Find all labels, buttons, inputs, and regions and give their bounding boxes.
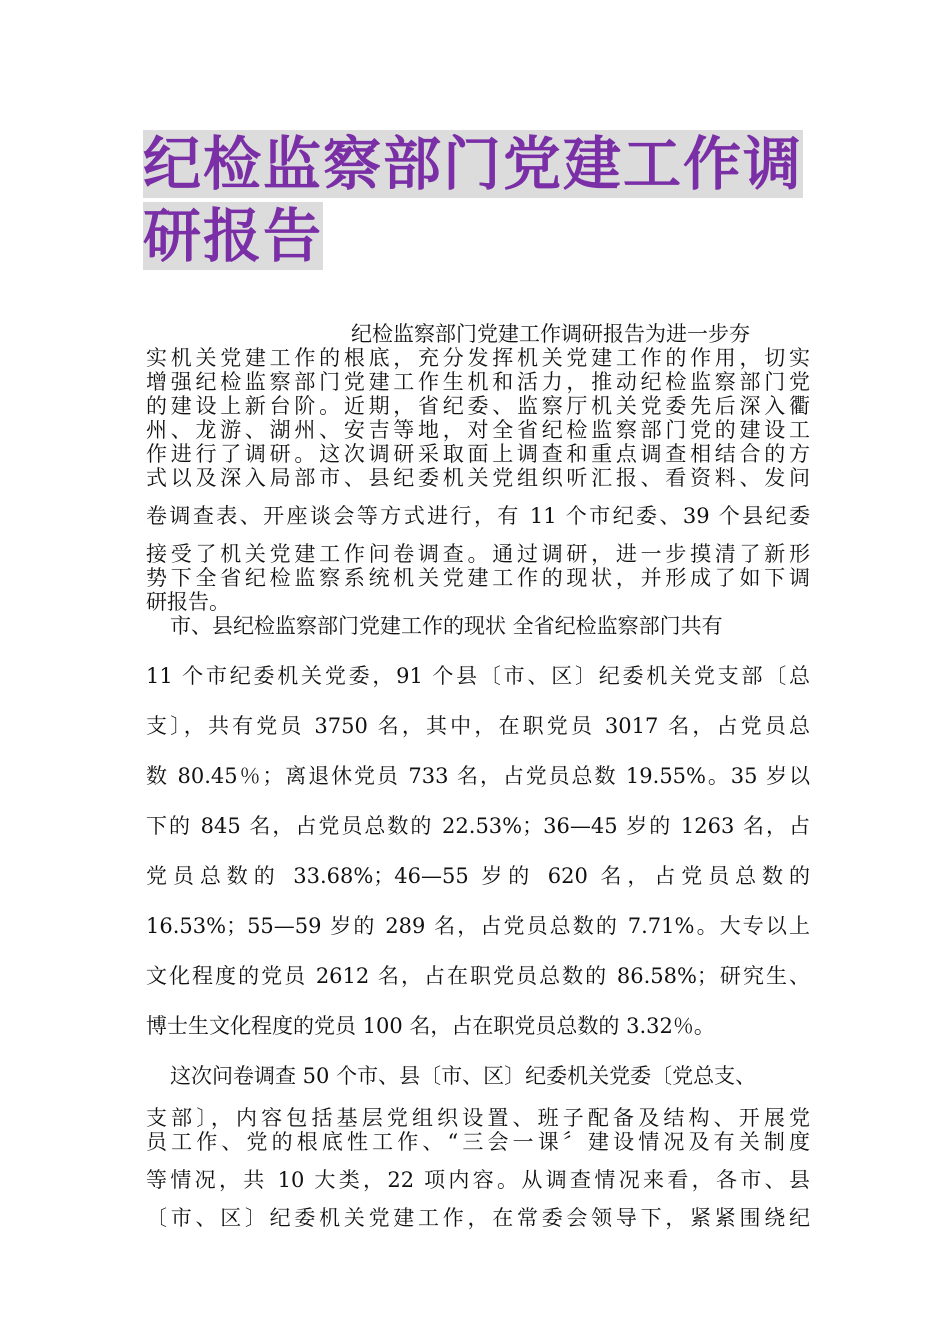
text-line: 数 80.45％；离退休党员 733 名，占党员总数 19.55%。35 岁以 xyxy=(146,764,810,788)
text-line: 支部〕，内容包括基层党组织设置、班子配备及结构、开展党 xyxy=(146,1106,810,1130)
document-body xyxy=(146,322,810,1230)
text-line: 文化程度的党员 2612 名，占在职党员总数的 86.58%；研究生、 xyxy=(146,964,810,988)
text-line: 式以及深入局部市、县纪委机关党组织听汇报、看资料、发问 xyxy=(146,466,810,490)
text-line: 党员总数的 33.68%；46—55 岁的 620 名，占党员总数的 xyxy=(146,864,810,888)
text-line: 接受了机关党建工作问卷调查。通过调研，进一步摸清了新形 xyxy=(146,542,810,566)
text-line: 市、县纪检监察部门党建工作的现状 全省纪检监察部门共有 xyxy=(170,614,723,638)
paragraph-intro xyxy=(146,322,810,614)
text-line: 支〕，共有党员 3750 名，其中，在职党员 3017 名，占党员总 xyxy=(146,714,810,738)
text-line: 势下全省纪检监察系统机关党建工作的现状，并形成了如下调 xyxy=(146,566,810,590)
paragraph-survey xyxy=(146,1064,810,1230)
text-line: 作进行了调研。这次调研采取面上调查和重点调查相结合的方 xyxy=(146,442,810,466)
text-line: 州、龙游、湖州、安吉等地，对全省纪检监察部门党的建设工 xyxy=(146,418,810,442)
document-title xyxy=(143,128,823,272)
document-title-text: 纪检监察部门党建工作调研报告 xyxy=(143,130,804,270)
text-line: 等情况，共 10 大类，22 项内容。从调查情况来看，各市、县 xyxy=(146,1168,810,1192)
text-line: 卷调查表、开座谈会等方式进行，有 11 个市纪委、39 个县纪委 xyxy=(146,504,810,528)
text-line: 研报告。 xyxy=(146,590,230,614)
text-line: 下的 845 名，占党员总数的 22.53%；36—45 岁的 1263 名，占 xyxy=(146,814,810,838)
text-line: 11 个市纪委机关党委，91 个县〔市、区〕纪委机关党支部〔总 xyxy=(146,664,810,688)
text-line: 纪检监察部门党建工作调研报告为进一步夯 xyxy=(351,322,750,346)
text-line: 实机关党建工作的根底，充分发挥机关党建工作的作用，切实 xyxy=(146,346,810,370)
text-line: 这次问卷调查 50 个市、县〔市、区〕纪委机关党委〔党总支、 xyxy=(170,1064,757,1088)
text-line: 的建设上新台阶。近期，省纪委、监察厅机关党委先后深入衢 xyxy=(146,394,810,418)
paragraph-status xyxy=(146,614,810,1038)
text-line: 博士生文化程度的党员 100 名，占在职党员总数的 3.32％。 xyxy=(146,1014,715,1038)
text-line: 16.53%；55—59 岁的 289 名，占党员总数的 7.71%。大专以上 xyxy=(146,914,810,938)
text-line: 增强纪检监察部门党建工作生机和活力，推动纪检监察部门党 xyxy=(146,370,810,394)
text-line: 〔市、区〕纪委机关党建工作，在常委会领导下，紧紧围绕纪 xyxy=(146,1206,810,1230)
text-line: 员工作、党的根底性工作、“三会一课〞建设情况及有关制度 xyxy=(146,1130,810,1154)
